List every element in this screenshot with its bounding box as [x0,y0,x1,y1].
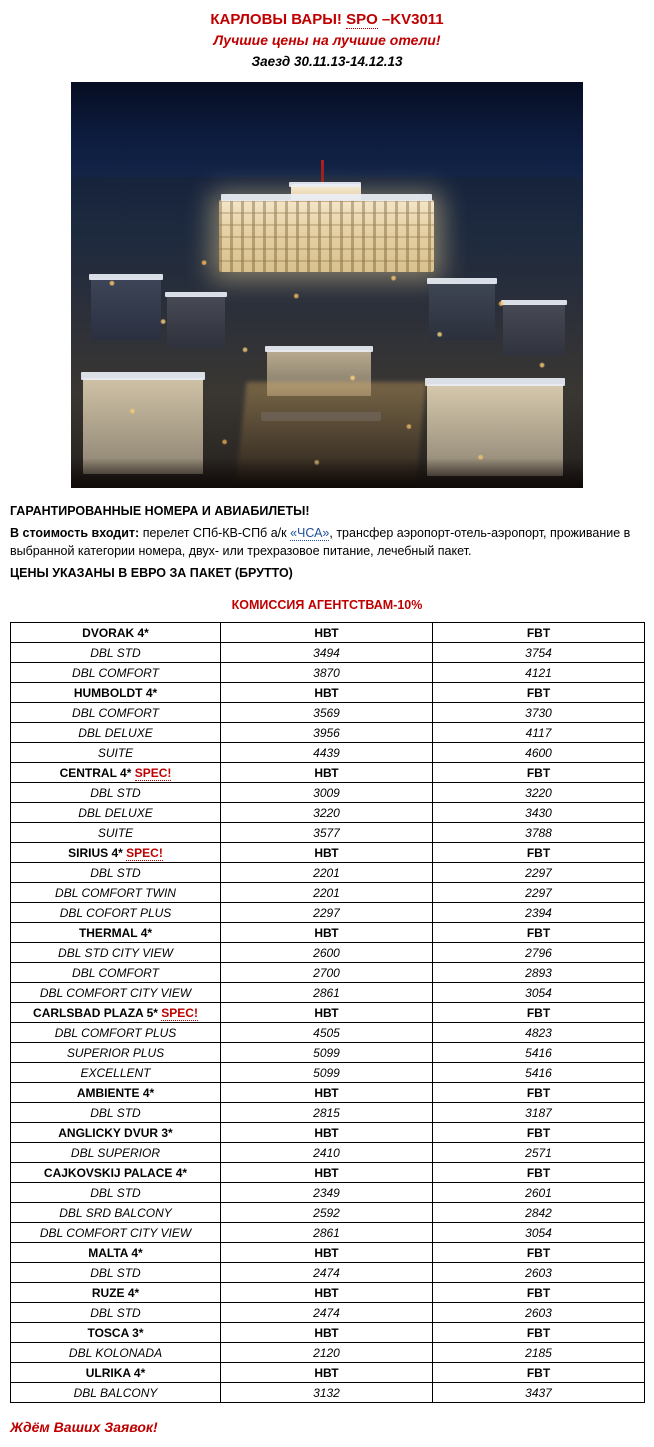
column-header-hbt: НВТ [221,1363,433,1383]
page-title [10,10,644,30]
spec-badge: SPEC! [161,1005,198,1020]
hotel-header-row [11,923,645,943]
table-row [11,1203,645,1223]
price-hbt: 3009 [221,783,433,803]
column-header-hbt: НВТ [221,923,433,943]
price-fbt: 4117 [433,723,645,743]
table-row [11,743,645,763]
price-fbt: 2603 [433,1303,645,1323]
price-hbt: 2120 [221,1343,433,1363]
hotel-header-row [11,1123,645,1143]
karlovy-vary-night-photo [71,82,583,488]
price-fbt: 3220 [433,783,645,803]
table-row [11,703,645,723]
table-row [11,1303,645,1323]
room-type: DBL COMFORT CITY VIEW [11,983,221,1003]
commission-note: КОМИССИЯ АГЕНТСТВАМ-10% [231,598,423,612]
hotel-header-row [11,843,645,863]
room-type: SUITE [11,743,221,763]
included-text-1: перелет СПб-КВ-СПб а/к [139,526,291,540]
foreground-shadow [71,458,583,488]
table-row [11,1103,645,1123]
price-table [10,622,645,1403]
column-header-fbt: FBT [433,1003,645,1023]
price-hbt: 3956 [221,723,433,743]
price-hbt: 2297 [221,903,433,923]
prices-note: ЦЕНЫ УКАЗАНЫ В ЕВРО ЗА ПАКЕТ (БРУТТО) [10,566,293,580]
page-subtitle: Лучшие цены на лучшие отели! [213,32,441,48]
room-type: EXCELLENT [11,1063,221,1083]
price-hbt: 2349 [221,1183,433,1203]
column-header-fbt: FBT [433,1243,645,1263]
hotel-name: TOSCA 3* [11,1323,221,1343]
hotel-name [11,763,221,783]
hotel-header-row [11,763,645,783]
column-header-hbt: НВТ [221,1243,433,1263]
table-row [11,783,645,803]
column-header-fbt: FBT [433,1283,645,1303]
price-hbt: 2201 [221,863,433,883]
column-header-hbt: НВТ [221,1323,433,1343]
airline-name: «ЧСА» [290,526,330,540]
hotel-name: HUMBOLDT 4* [11,683,221,703]
table-row [11,1143,645,1163]
hotel-name [11,843,221,863]
room-type: DBL COMFORT [11,663,221,683]
table-row [11,663,645,683]
price-hbt: 3494 [221,643,433,663]
hotel-name: RUZE 4* [11,1283,221,1303]
room-type: DBL DELUXE [11,803,221,823]
info-section [10,502,644,582]
column-header-hbt: НВТ [221,683,433,703]
price-hbt: 3132 [221,1383,433,1403]
price-table-body [11,623,645,1403]
room-type: DBL STD CITY VIEW [11,943,221,963]
price-fbt: 2185 [433,1343,645,1363]
hotel-name [11,1003,221,1023]
price-hbt: 2474 [221,1263,433,1283]
hotel-header-row [11,683,645,703]
price-hbt: 2474 [221,1303,433,1323]
price-hbt: 3577 [221,823,433,843]
hotel-name-text: SIRIUS 4* [68,845,127,860]
room-type: DBL SUPERIOR [11,1143,221,1163]
spec-badge: SPEC! [134,765,172,780]
column-header-fbt: FBT [433,623,645,643]
price-fbt: 3187 [433,1103,645,1123]
table-row [11,903,645,923]
hotel-name-text: CENTRAL 4* [59,765,135,780]
table-row [11,983,645,1003]
table-row [11,823,645,843]
table-row [11,963,645,983]
room-type: DBL STD [11,1263,221,1283]
table-row [11,863,645,883]
column-header-hbt: НВТ [221,1083,433,1103]
column-header-hbt: НВТ [221,1283,433,1303]
table-row [11,643,645,663]
price-fbt: 2297 [433,883,645,903]
price-fbt: 2571 [433,1143,645,1163]
snow-roof-tower [289,182,361,187]
hotel-header-row [11,1163,645,1183]
included-label: В стоимость входит: [10,526,140,540]
price-hbt: 2600 [221,943,433,963]
room-type: DBL STD [11,1303,221,1323]
column-header-fbt: FBT [433,1323,645,1343]
column-header-fbt: FBT [433,843,645,863]
price-hbt: 3870 [221,663,433,683]
price-fbt: 3054 [433,983,645,1003]
price-hbt: 2815 [221,1103,433,1123]
room-type: DBL COMFORT [11,703,221,723]
room-type: DBL COFORT PLUS [11,903,221,923]
included-paragraph [10,524,644,560]
room-type: DBL COMFORT PLUS [11,1023,221,1043]
price-fbt: 2394 [433,903,645,923]
price-fbt: 4121 [433,663,645,683]
price-fbt: 3788 [433,823,645,843]
room-type: DBL SRD BALCONY [11,1203,221,1223]
hotel-name: AMBIENTE 4* [11,1083,221,1103]
column-header-fbt: FBT [433,683,645,703]
room-type: DBL STD [11,1183,221,1203]
hotel-name: MALTA 4* [11,1243,221,1263]
table-row [11,1263,645,1283]
hotel-name: THERMAL 4* [11,923,221,943]
room-type: DBL STD [11,863,221,883]
price-fbt: 3730 [433,703,645,723]
hotel-header-row [11,1083,645,1103]
price-fbt: 3437 [433,1383,645,1403]
room-type: DBL STD [11,643,221,663]
price-fbt: 2601 [433,1183,645,1203]
price-fbt: 3054 [433,1223,645,1243]
hotel-header-row [11,1363,645,1383]
price-fbt: 2297 [433,863,645,883]
title-suffix: –KV3011 [377,11,444,28]
column-header-fbt: FBT [433,1363,645,1383]
price-fbt: 3430 [433,803,645,823]
room-type: DBL KOLONADA [11,1343,221,1363]
price-hbt: 5099 [221,1043,433,1063]
column-header-hbt: НВТ [221,623,433,643]
price-fbt: 2796 [433,943,645,963]
column-header-fbt: FBT [433,1123,645,1143]
column-header-fbt: FBT [433,763,645,783]
table-row [11,1023,645,1043]
price-hbt: 3220 [221,803,433,823]
table-row [11,1043,645,1063]
table-row [11,723,645,743]
room-type: DBL STD [11,783,221,803]
snow-roof-main [221,194,432,201]
price-fbt: 2893 [433,963,645,983]
room-type: DBL STD [11,1103,221,1123]
title-spo-code: SPO [346,11,378,28]
city-lights [71,232,583,488]
room-type: DBL COMFORT TWIN [11,883,221,903]
column-header-hbt: НВТ [221,843,433,863]
column-header-fbt: FBT [433,923,645,943]
guarantee-line: ГАРАНТИРОВАННЫЕ НОМЕРА И АВИАБИЛЕТЫ! [10,504,310,518]
price-fbt: 2603 [433,1263,645,1283]
room-type: SUITE [11,823,221,843]
price-hbt: 4439 [221,743,433,763]
column-header-hbt: НВТ [221,1003,433,1023]
price-hbt: 2861 [221,983,433,1003]
document-header [10,0,644,72]
price-hbt: 3569 [221,703,433,723]
price-fbt: 5416 [433,1063,645,1083]
price-fbt: 5416 [433,1043,645,1063]
price-hbt: 2410 [221,1143,433,1163]
table-row [11,883,645,903]
hotel-header-row [11,1243,645,1263]
room-type: SUPERIOR PLUS [11,1043,221,1063]
hotel-name: DVORAK 4* [11,623,221,643]
price-hbt: 4505 [221,1023,433,1043]
hotel-name-text: CARLSBAD PLAZA 5* [33,1005,162,1020]
hotel-header-row [11,1323,645,1343]
photo-container [10,82,644,488]
footer-text: Ждём Ваших Заявок! [10,1419,158,1435]
column-header-fbt: FBT [433,1083,645,1103]
table-row [11,1183,645,1203]
price-hbt: 2700 [221,963,433,983]
table-row [11,1223,645,1243]
room-type: DBL COMFORT CITY VIEW [11,1223,221,1243]
price-hbt: 2201 [221,883,433,903]
price-fbt: 3754 [433,643,645,663]
included-text-2: , трансфер аэропорт-отель-аэропорт, проживание в выбранной категории номера, двух- или трехразовое питание, лечебный пакет. [10,526,631,558]
travel-dates: Заезд 30.11.13-14.12.13 [251,54,403,69]
price-hbt: 5099 [221,1063,433,1083]
hotel-header-row [11,1003,645,1023]
table-row [11,943,645,963]
column-header-hbt: НВТ [221,763,433,783]
room-type: DBL BALCONY [11,1383,221,1403]
table-row [11,1343,645,1363]
hotel-header-row [11,623,645,643]
hotel-name: ANGLICKY DVUR 3* [11,1123,221,1143]
table-row [11,1383,645,1403]
hotel-name: CAJKOVSKIJ PALACE 4* [11,1163,221,1183]
table-row [11,803,645,823]
price-fbt: 4600 [433,743,645,763]
price-hbt: 2861 [221,1223,433,1243]
room-type: DBL DELUXE [11,723,221,743]
column-header-hbt: НВТ [221,1163,433,1183]
room-type: DBL COMFORT [11,963,221,983]
hotel-header-row [11,1283,645,1303]
price-fbt: 2842 [433,1203,645,1223]
price-fbt: 4823 [433,1023,645,1043]
table-row [11,1063,645,1083]
hotel-name: ULRIKA 4* [11,1363,221,1383]
price-hbt: 2592 [221,1203,433,1223]
column-header-hbt: НВТ [221,1123,433,1143]
spec-badge: SPEC! [126,845,163,860]
column-header-fbt: FBT [433,1163,645,1183]
title-prefix: КАРЛОВЫ ВАРЫ! [210,11,347,28]
